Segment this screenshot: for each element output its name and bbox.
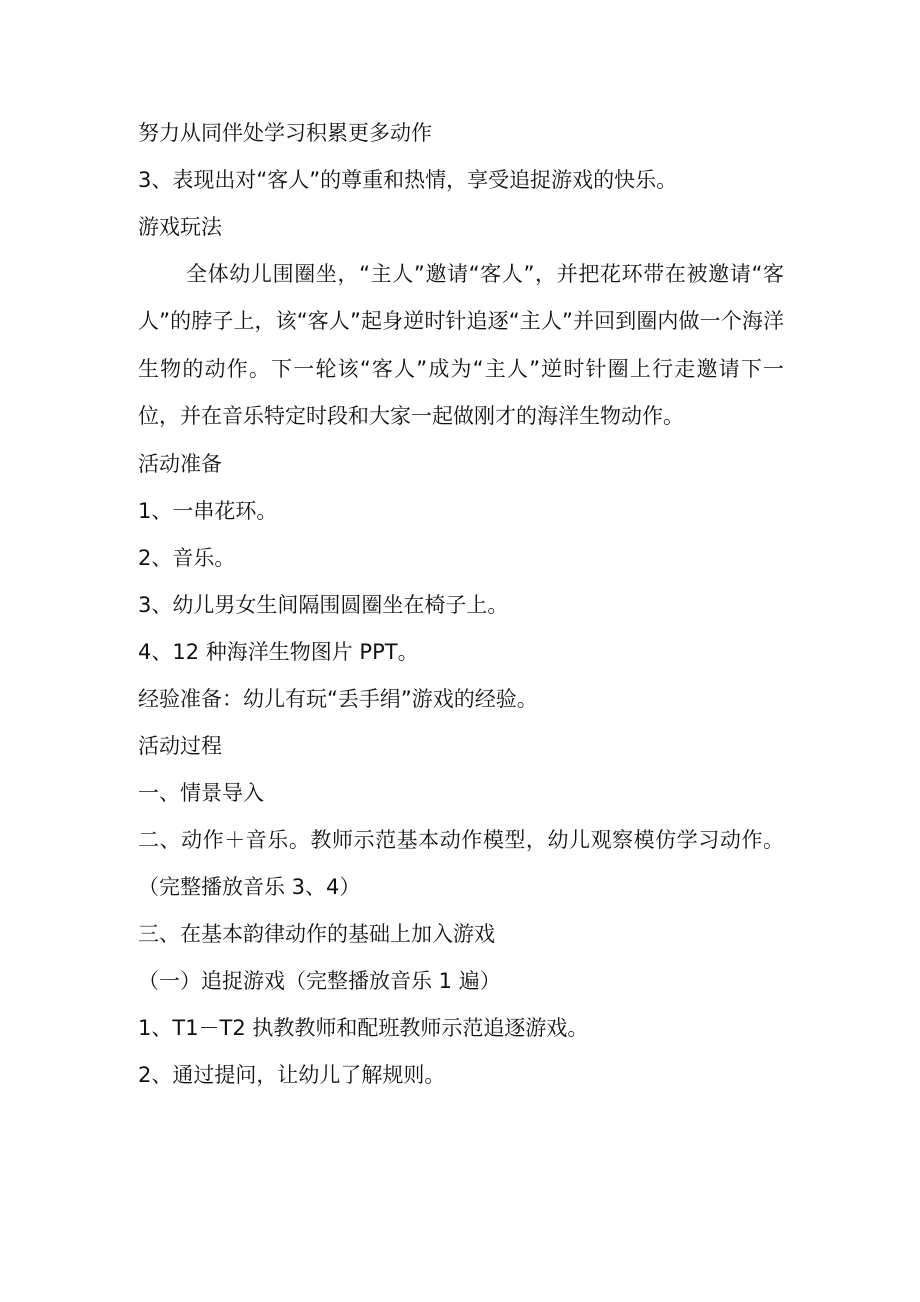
text-line: 努力从同伴处学习积累更多动作 — [138, 121, 432, 145]
heading-game-play: 游戏玩法 — [138, 215, 222, 239]
prep-item-4: 4、12 种海洋生物图片 PPT。 — [138, 639, 419, 664]
process-step-2: 二、动作＋音乐。教师示范基本动作模型，幼儿观察模仿学习动作。（完整播放音乐 3、4） — [138, 827, 784, 900]
game-play-paragraph: 全体幼儿围圈坐，“主人”邀请“客人”，并把花环带在被邀请“客人”的脖子上，该“客人”起身逆时针追逐“主人”并回到圈内做一个海洋生物的动作。下一轮该“客人”成为“主人”逆时针圈上行走邀请下一位，并在音乐特定时段和大家一起做刚才的海洋生物动作。 — [138, 262, 784, 429]
prep-item-3: 3、幼儿男女生间隔围圆圈坐在椅子上。 — [138, 592, 509, 617]
sub-section-1: （一）追捉游戏（完整播放音乐 1 遍） — [138, 969, 501, 994]
prep-item-1: 1、一串花环。 — [138, 498, 278, 523]
heading-preparation: 活动准备 — [138, 451, 222, 476]
sub-item-2: 2、通过提问，让幼儿了解规则。 — [138, 1063, 446, 1088]
objective-3: 3、表现出对“客人”的尊重和热情，享受追捉游戏的快乐。 — [138, 168, 678, 192]
prep-item-2: 2、音乐。 — [138, 545, 236, 570]
sub-item-1: 1、T1－T2 执教教师和配班教师示范追逐游戏。 — [138, 1016, 589, 1041]
heading-process: 活动过程 — [138, 733, 222, 758]
experience-prep: 经验准备：幼儿有玩“丢手绢”游戏的经验。 — [138, 686, 538, 711]
process-step-3: 三、在基本韵律动作的基础上加入游戏 — [138, 922, 495, 947]
document-body — [138, 110, 784, 1099]
process-step-1: 一、情景导入 — [138, 780, 264, 805]
